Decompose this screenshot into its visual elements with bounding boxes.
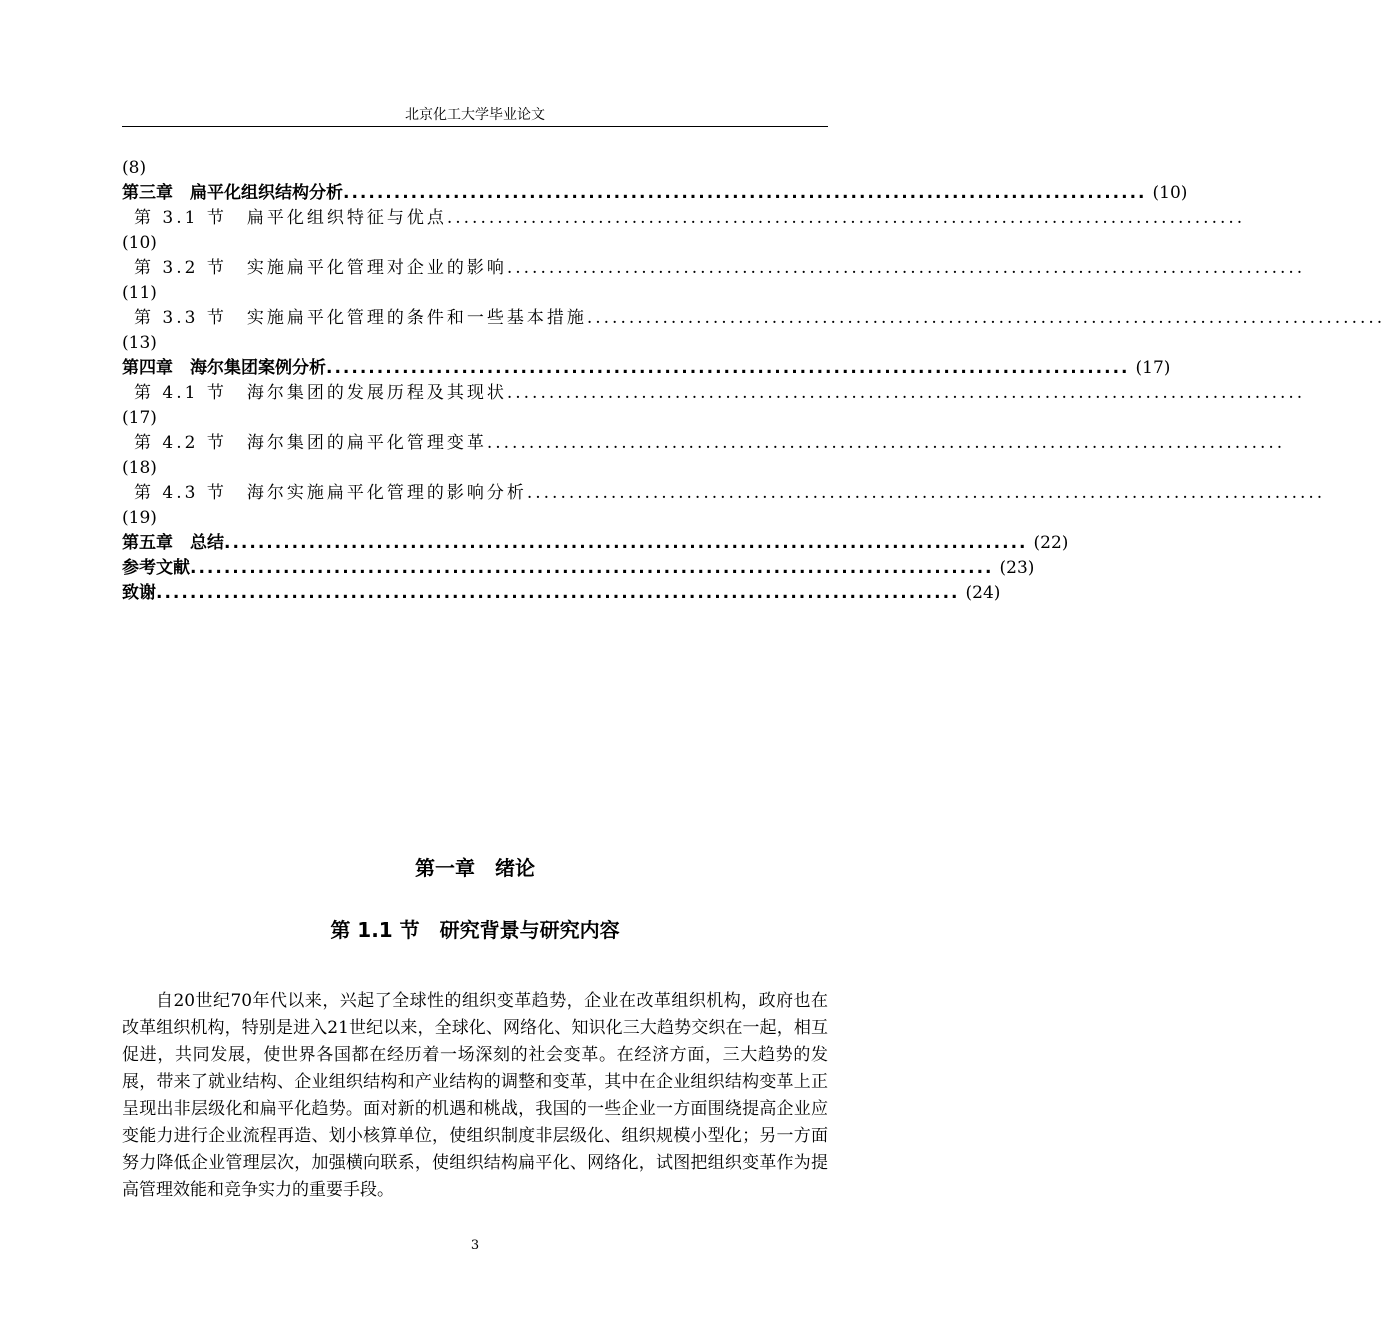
toc-label: 第 4.1 节 海尔集团的发展历程及其现状 <box>134 383 507 403</box>
toc-carry-page: (8) <box>122 158 147 178</box>
toc-page: (11) <box>122 283 157 303</box>
toc-entry-section-3-2[interactable] <box>122 256 1306 281</box>
toc-entry-section-4-1[interactable] <box>122 381 1306 406</box>
toc-leader: ............................................................................................... <box>506 383 1306 403</box>
toc-page: (19) <box>122 508 157 528</box>
toc-leader: ............................................................................................... <box>586 308 1385 328</box>
toc-entry-chapter3[interactable] <box>122 181 1188 206</box>
toc-entry-acknowledgements[interactable] <box>122 581 1001 606</box>
toc-label: 第 3.3 节 实施扁平化管理的条件和一些基本措施 <box>134 308 587 328</box>
toc-label: 第五章 总结 <box>122 533 224 553</box>
toc-entry-chapter4[interactable] <box>122 356 1171 381</box>
header-rule <box>122 126 828 127</box>
toc-page: (24) <box>965 583 1001 603</box>
toc-label: 参考文献 <box>122 558 190 578</box>
chapter-title: 第一章 绪论 <box>415 856 535 880</box>
toc-label: 第三章 扁平化组织结构分析 <box>122 183 343 203</box>
toc-page: (10) <box>122 233 157 253</box>
page-header: 北京化工大学毕业论文 <box>405 107 545 123</box>
toc-leader: ............................................................................................... <box>446 208 1246 228</box>
toc-page: (23) <box>999 558 1035 578</box>
table-of-contents <box>122 156 1385 606</box>
toc-label: 第 3.1 节 扁平化组织特征与优点 <box>134 208 447 228</box>
toc-leader: ............................................................................................... <box>506 258 1306 278</box>
page-number: 3 <box>470 1238 480 1253</box>
toc-leader: ............................................................................................... <box>486 433 1286 453</box>
toc-entry-chapter5[interactable] <box>122 531 1069 556</box>
toc-label: 第 3.2 节 实施扁平化管理对企业的影响 <box>134 258 507 278</box>
toc-leader: ............................................................................................... <box>326 358 1130 378</box>
toc-leader: ............................................................................................... <box>526 483 1326 503</box>
toc-label: 第 4.3 节 海尔实施扁平化管理的影响分析 <box>134 483 527 503</box>
toc-label: 第 4.2 节 海尔集团的扁平化管理变革 <box>134 433 487 453</box>
toc-page: (17) <box>122 408 157 428</box>
toc-leader: ............................................................................................... <box>156 583 960 603</box>
toc-label: 致谢 <box>122 583 156 603</box>
toc-entry-references[interactable] <box>122 556 1035 581</box>
toc-page: (13) <box>122 333 157 353</box>
toc-page: (10) <box>1152 183 1188 203</box>
body-paragraph: 自20世纪70年代以来，兴起了全球性的组织变革趋势，企业在改革组织机构，政府也在改革组织机构，特别是进入21世纪以来，全球化、网络化、知识化三大趋势交织在一起，相互促进，共同发展，使世界各国都在经历着一场深刻的社会变革。在经济方面，三大趋势的发展，带来了就业结构、企业组织结构和产业结构的调整和变革，其中在企业组织结构变革上正呈现出非层级化和扁平化趋势。面对新的机遇和桃战，我国的一些企业一方面围绕提高企业应变能力进行企业流程再造、划小核算单位，使组织制度非层级化、组织规模小型化；另一方面努力降低企业管理层次，加强横向联系，使组织结构扁平化、网络化，试图把组织变革作为提高管理效能和竞争实力的重要手段。 <box>122 991 828 1200</box>
toc-page: (17) <box>1135 358 1171 378</box>
toc-page: (22) <box>1033 533 1069 553</box>
toc-page: (18) <box>122 458 157 478</box>
toc-entry-section-4-2[interactable] <box>122 431 1286 456</box>
toc-entry-section-4-3[interactable] <box>122 481 1326 506</box>
toc-leader: ............................................................................................... <box>190 558 994 578</box>
section-title: 第 1.1 节 研究背景与研究内容 <box>330 918 620 942</box>
toc-entry-section-3-3[interactable] <box>122 306 1385 331</box>
toc-leader: ............................................................................................... <box>343 183 1147 203</box>
toc-leader: ............................................................................................... <box>224 533 1028 553</box>
toc-label: 第四章 海尔集团案例分析 <box>122 358 326 378</box>
toc-entry-section-3-1[interactable] <box>122 206 1246 231</box>
